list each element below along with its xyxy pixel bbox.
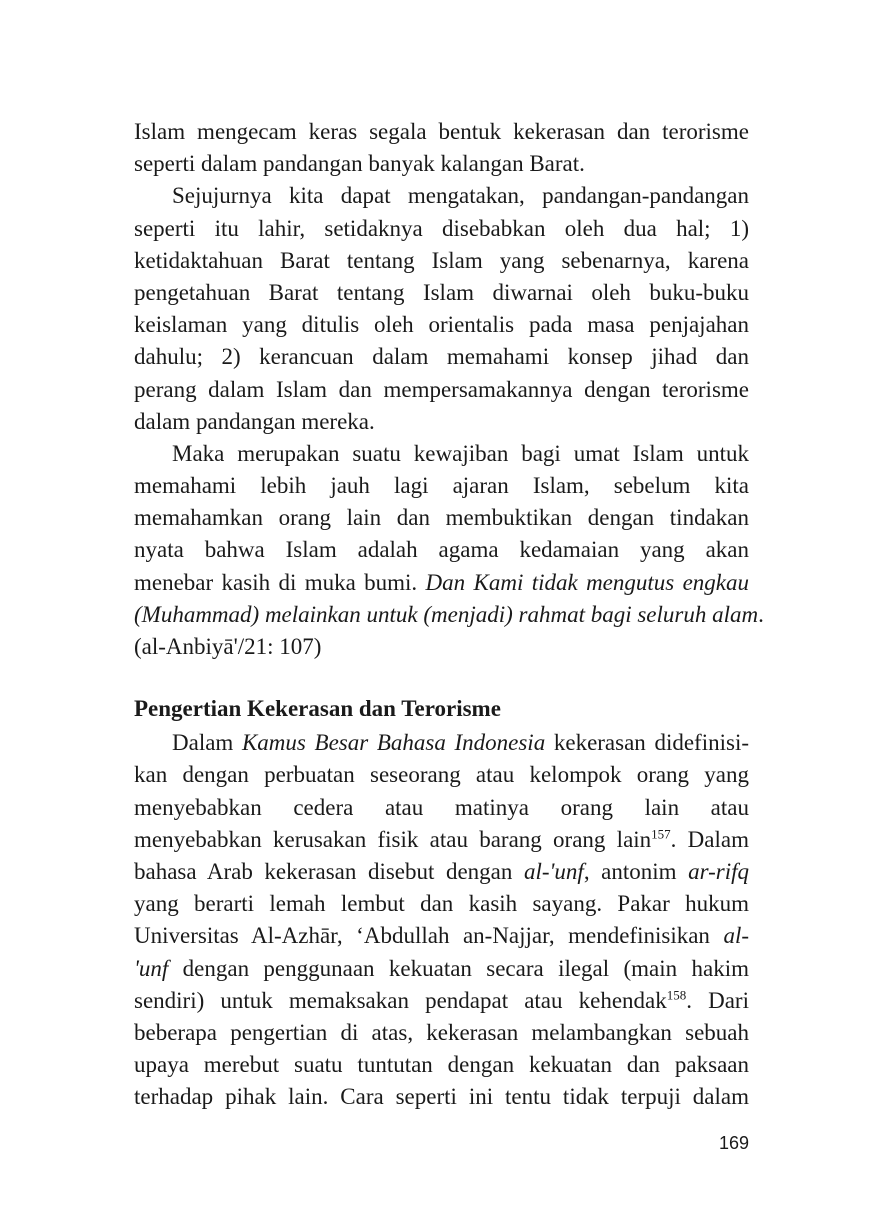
page-body xyxy=(134,116,764,1113)
plain-text: sendiri) untuk memaksakan pendapat atau kehendak xyxy=(134,987,667,1013)
text-line: Maka merupakan suatu kewajiban bagi umat Islam untuk xyxy=(172,440,749,466)
plain-text: bahasa Arab kekerasan disebut dengan xyxy=(134,858,524,884)
plain-text: , antonim xyxy=(583,858,689,884)
text-line: beberapa pengertian di atas, kekerasan melambangkan sebuah xyxy=(134,1019,749,1045)
text-line: Sejujurnya kita dapat mengatakan, pandangan-pandangan xyxy=(172,183,749,209)
paragraph xyxy=(134,180,749,438)
text-line: upaya merebut suatu tuntutan dengan kekuatan dan paksaan xyxy=(134,1052,749,1078)
paragraph xyxy=(134,116,749,180)
text-line: dahulu; 2) kerancuan dalam memahami konsep jihad dan xyxy=(134,344,749,370)
plain-text: . Dalam xyxy=(670,826,749,852)
text-line xyxy=(134,727,749,759)
text-line: perang dalam Islam dan mempersamakannya dengan terorisme xyxy=(134,376,749,402)
text-line: Islam mengecam keras segala bentuk kekerasan dan terorisme xyxy=(134,119,749,144)
text-line xyxy=(134,920,749,952)
text-line: menyebabkan cedera atau matinya orang lain atau xyxy=(134,794,749,820)
arabic-term: al- xyxy=(723,923,749,949)
text-line xyxy=(134,824,749,856)
section-spacer xyxy=(134,663,749,693)
text-line xyxy=(134,599,764,631)
text-line: seperti itu lahir, setidaknya disebabkan oleh dua hal; 1) xyxy=(134,215,749,241)
plain-text: . Dari xyxy=(686,987,749,1013)
plain-text: Universitas Al-Azhār, ‘Abdullah an-Najjar, mendefinisikan xyxy=(134,923,724,949)
plain-text: kekerasan didefinisi- xyxy=(545,730,749,756)
plain-text: menebar kasih di muka bumi. xyxy=(134,569,426,595)
text-line: dalam pandangan mereka. xyxy=(134,408,375,434)
plain-text: dengan penggunaan kekuatan secara ilegal (main hakim xyxy=(168,955,749,981)
paragraph xyxy=(134,727,749,1113)
text-line: terhadap pihak lain. Cara seperti ini tentu tidak terpuji dalam xyxy=(134,1084,749,1110)
book-title: Kamus Besar Bahasa Indonesia xyxy=(241,730,546,756)
arabic-term: 'unf xyxy=(134,955,169,981)
arabic-term: ar-rifq xyxy=(688,858,749,884)
plain-text: menyebabkan kerusakan fisik atau barang orang lain xyxy=(134,826,652,852)
text-line: kan dengan perbuatan seseorang atau kelompok orang yang xyxy=(134,762,749,788)
page-number: 169 xyxy=(718,1133,749,1153)
text-line: nyata bahwa Islam adalah agama kedamaian yang akan xyxy=(134,537,749,563)
quran-citation: (al-Anbiyā'/21: 107) xyxy=(134,634,322,659)
text-line: yang berarti lemah lembut dan kasih sayang. Pakar hukum xyxy=(134,891,749,917)
paragraph xyxy=(134,438,764,663)
footnote-ref: 158 xyxy=(666,987,687,1003)
text-line: pengetahuan Barat tentang Islam diwarnai oleh buku-buku xyxy=(134,279,749,305)
text-line xyxy=(134,985,749,1017)
text-line xyxy=(134,567,749,599)
text-line xyxy=(134,856,749,888)
quran-quote: Dan Kami tidak mengutus engkau xyxy=(425,569,749,595)
arabic-term: al-'unf xyxy=(523,858,584,884)
text-line xyxy=(134,953,749,985)
plain-text: Dalam xyxy=(172,730,242,756)
text-line: memahamkan orang lain dan membuktikan dengan tindakan xyxy=(134,505,749,531)
footnote-ref: 157 xyxy=(651,826,671,842)
text-line: seperti dalam pandangan banyak kalangan Barat. xyxy=(134,151,585,177)
text-line: ketidaktahuan Barat tentang Islam yang sebenarnya, karena xyxy=(134,247,749,273)
text-line: memahami lebih jauh lagi ajaran Islam, sebelum kita xyxy=(134,473,749,499)
text-line: keislaman yang ditulis oleh orientalis pada masa penjajahan xyxy=(134,312,749,338)
section-heading: Pengertian Kekerasan dan Terorisme xyxy=(134,696,501,722)
quran-quote: (Muhammad) melainkan untuk (menjadi) rahmat bagi seluruh alam xyxy=(134,601,759,627)
plain-text: . xyxy=(758,601,764,627)
